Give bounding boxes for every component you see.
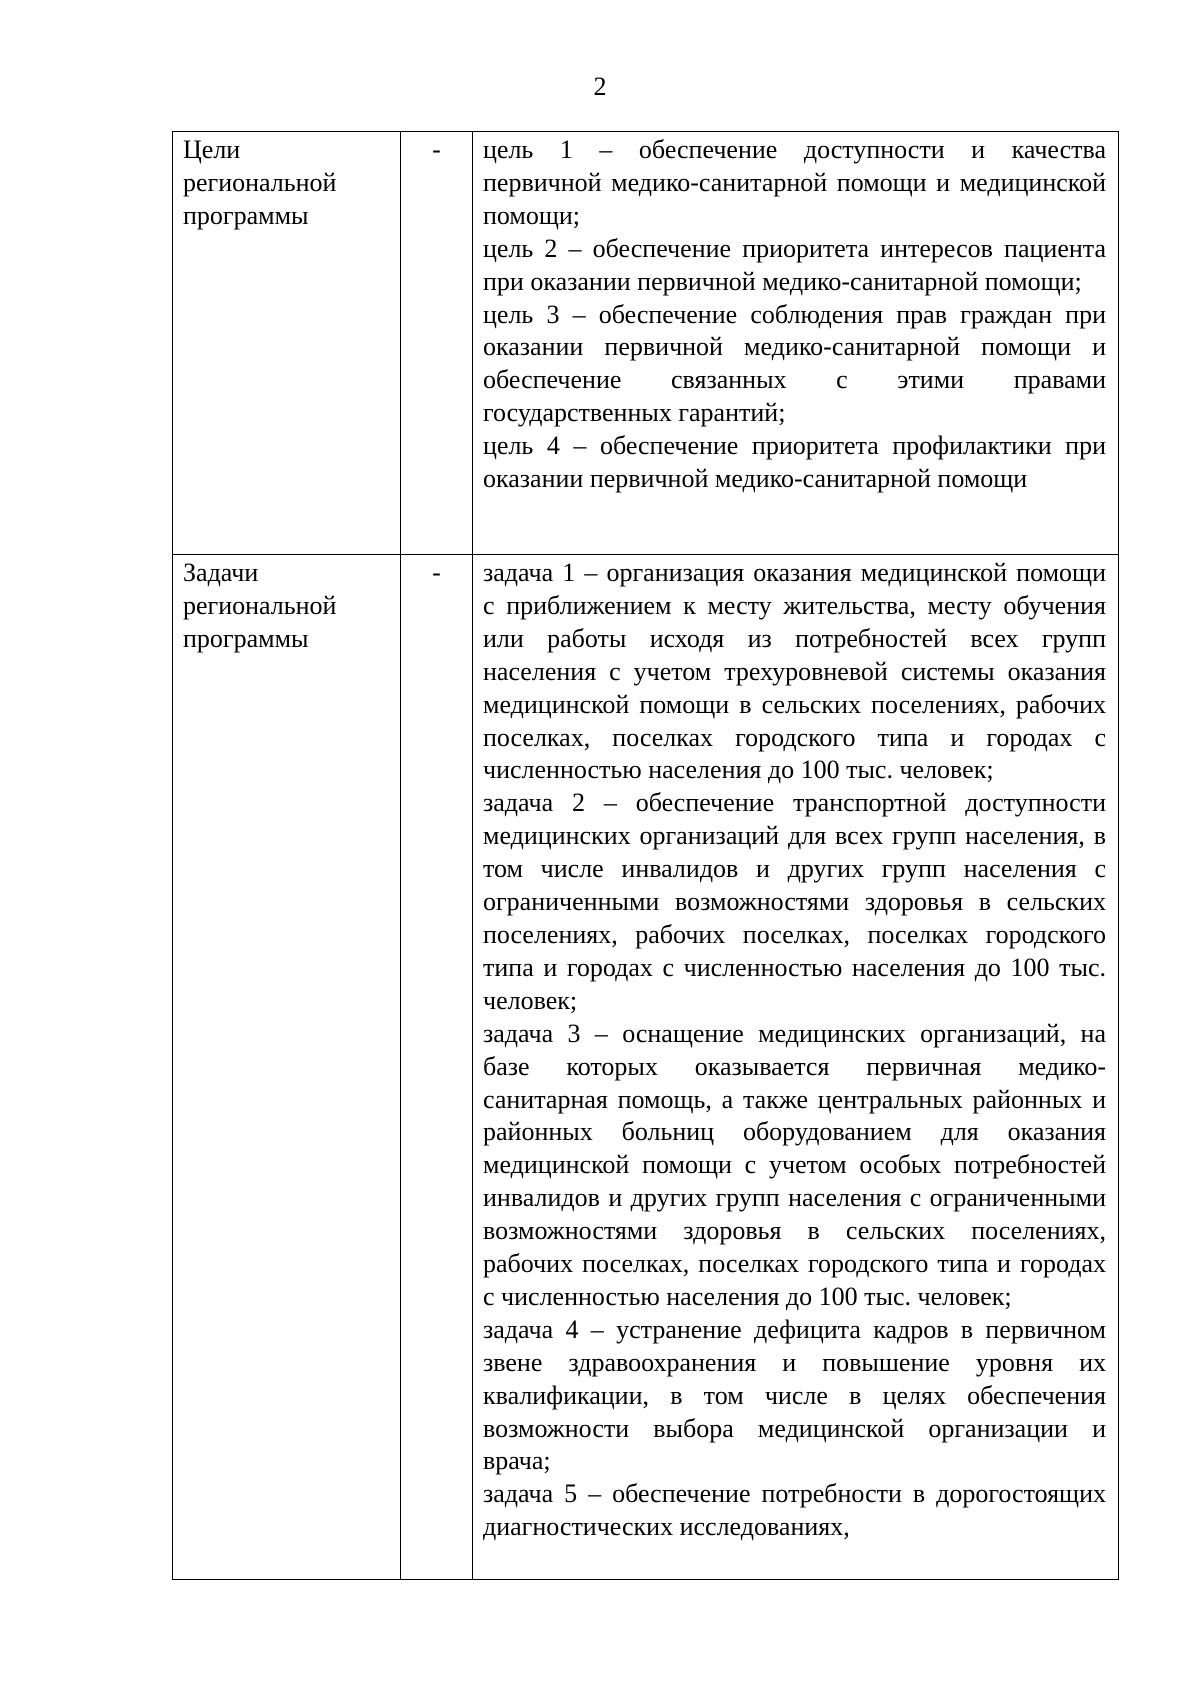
table-row-tasks — [173, 555, 1119, 1580]
tasks-label: Задачи региональной программы — [173, 555, 401, 1580]
table-row-goals — [173, 132, 1119, 555]
task-item: задача 4 – устранение дефицита кадров в первичном звене здравоохранения и повышение уровня их квалификации, в том числе в целях обеспечения возможности выбора медицинской организации и врача; — [483, 1314, 1106, 1476]
goal-item: цель 3 – обеспечение соблюдения прав граждан при оказании первичной медико-санитарной помощи и обеспечение связанных с этими правами государственных гарантий; — [483, 299, 1106, 428]
task-item: задача 3 – оснащение медицинских организаций, на базе которых оказывается первичная медико-санитарная помощь, а также центральных районных и районных больниц оборудованием для оказания медицинской помощи с учетом особых потребностей инвалидов и других групп населения с ограниченными возможностями здоровья в сельских поселениях, рабочих поселках, поселках городского типа и городах с численностью населения до 100 тыс. человек; — [483, 1018, 1106, 1311]
goals-dash: - — [401, 132, 473, 555]
goal-item: цель 4 – обеспечение приоритета профилактики при оказании первичной медико-санитарной помощи — [483, 431, 1106, 494]
task-item: задача 5 – обеспечение потребности в дорогостоящих диагностических исследованиях, — [483, 1479, 1106, 1542]
task-item: задача 2 – обеспечение транспортной доступности медицинских организаций для всех групп населения, в том числе инвалидов и других групп населения с ограниченными возможностями здоровья в сельских поселениях, рабочих поселках, поселках городского типа и городах с численностью населения до 100 тыс. человек; — [483, 788, 1106, 1015]
page-number: 2 — [593, 72, 607, 101]
tasks-content — [473, 555, 1119, 1580]
program-passport-table — [172, 131, 1119, 1580]
goal-item: цель 2 – обеспечение приоритета интересов пациента при оказании первичной медико-санитарной помощи; — [483, 233, 1106, 296]
goals-content — [473, 132, 1119, 555]
tasks-dash: - — [401, 555, 473, 1580]
goals-label: Цели региональной программы — [173, 132, 401, 555]
task-item: задача 1 – организация оказания медицинской помощи с приближением к месту жительства, месту обучения или работы исходя из потребностей всех групп населения с учетом трехуровневой системы оказания медицинской помощи в сельских поселениях, рабочих поселках, поселках городского типа и городах с численностью населения до 100 тыс. человек; — [483, 558, 1106, 785]
goal-item: цель 1 – обеспечение доступности и качества первичной медико-санитарной помощи и медицинской помощи; — [483, 135, 1106, 230]
